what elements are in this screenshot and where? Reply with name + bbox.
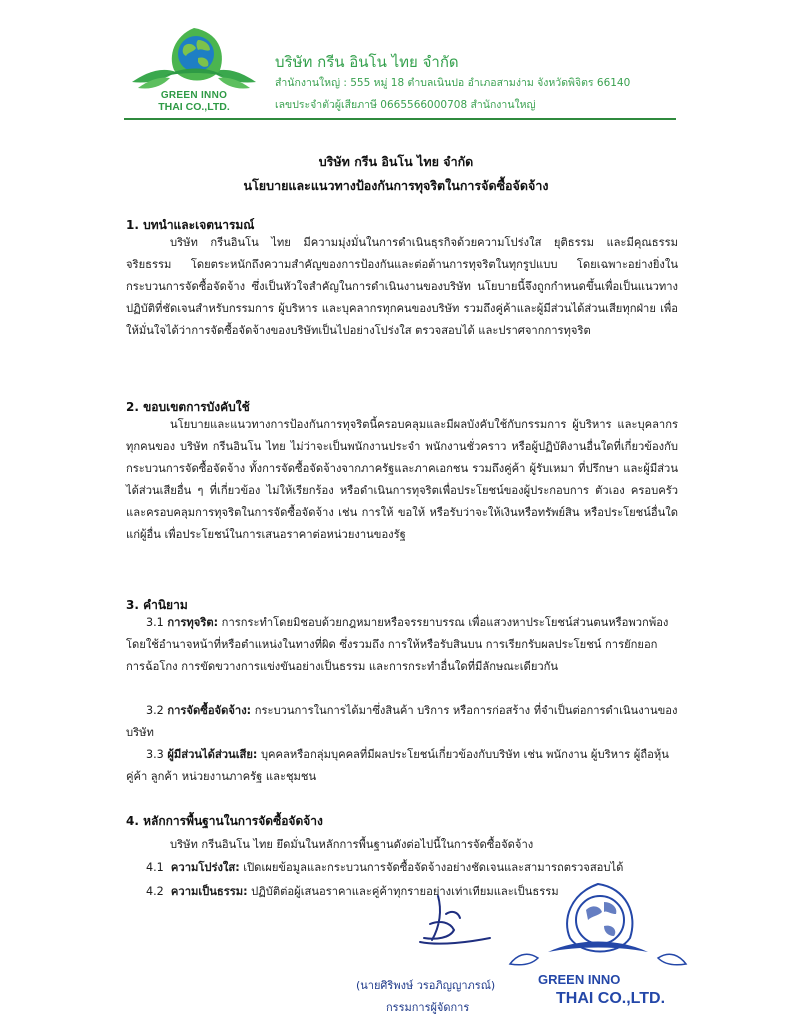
header-divider bbox=[124, 118, 676, 120]
section-1-heading: 1. บทนำและเจตนารมณ์ bbox=[126, 218, 255, 232]
globe-leaf-logo-icon bbox=[124, 26, 264, 92]
stamp-name-line1: GREEN INNO bbox=[538, 972, 621, 987]
definition-text: บุคคลหรือกลุ่มบุคคลที่มีผลประโยชน์เกี่ยวข้องกับบริษัท เช่น พนักงาน ผู้บริหาร ผู้ถือหุ้น คู่ค้า ลูกค้า หน่วยงานภาครัฐ และชุมชน bbox=[126, 748, 669, 783]
principle-number: 4.2 bbox=[146, 885, 164, 898]
section-2-body: นโยบายและแนวทางการป้องกันการทุจริตนี้ครอบคลุมและมีผลบังคับใช้กับกรรมการ ผู้บริหาร และบุคลากรทุกคนของ บริษัท กรีนอินโน ไทย ไม่ว่าจะเป็นพนักงานประจำ พนักงานชั่วคราว หรือผู้ปฏิบัติงานอื่นใดที่เกี่ยวข้องกับกระบวนการจัดซื้อจัดจ้าง ทั้งการจัดซื้อจัดจ้างจากภาครัฐและภาคเอกชน รวมถึงคู่ค้า ผู้รับเหมา ที่ปรึกษา และผู้มีส่วนได้ส่วนเสียอื่น ๆ ที่เกี่ยวข้อง ไม่ให้เรียกร้อง หรือดำเนินการทุจริตเพื่อประโยชน์ของผู้ประกอบการ ตัวเอง ครอบครัว และครอบคลุมการทุจริตในการจัดซื้อจัดจ้าง เช่น การให้ ขอให้ หรือรับว่าจะให้เงินหรือทรัพย์สิน หรือประโยชน์อื่นใดแก่ผู้อื่น เพื่อประโยชน์ในการเสนอราคาต่อหน่วยงานของรัฐ bbox=[126, 418, 678, 541]
definition-term: การจัดซื้อจัดจ้าง: bbox=[167, 704, 252, 717]
stamp-name-line2: THAI CO.,LTD. bbox=[556, 990, 666, 1007]
stamp-globe-icon bbox=[508, 880, 688, 976]
principle-text: ปฏิบัติต่อผู้เสนอราคาและคู่ค้าทุกรายอย่างเท่าเทียมและเป็นธรรม bbox=[247, 885, 559, 898]
definition-term: ผู้มีส่วนได้ส่วนเสีย: bbox=[167, 748, 258, 761]
signatory-name: (นายศิริพงษ์ วรอภิญญาภรณ์) bbox=[356, 979, 496, 992]
definition-stakeholder bbox=[126, 744, 678, 788]
definition-number: 3.2 bbox=[146, 704, 164, 717]
company-address: สำนักงานใหญ่ : 555 หมู่ 18 ตำบลเนินปอ อำเภอสามง่าม จังหวัดพิจิตร 66140 bbox=[275, 77, 631, 89]
definition-text: กระบวนการในการได้มาซึ่งสินค้า บริการ หรือการก่อสร้าง ที่จำเป็นต่อการดำเนินงานของบริษัท bbox=[126, 704, 678, 739]
section-4-heading: 4. หลักการพื้นฐานในการจัดซื้อจัดจ้าง bbox=[126, 814, 323, 828]
document-title: นโยบายและแนวทางป้องกันการทุจริตในการจัดซื้อจัดจ้าง bbox=[243, 178, 549, 193]
section-3-heading: 3. คำนิยาม bbox=[126, 598, 188, 612]
principle-transparency bbox=[146, 858, 623, 876]
principle-term: ความโปร่งใส: bbox=[170, 861, 240, 874]
definition-corruption bbox=[126, 612, 678, 678]
principle-text: เปิดเผยข้อมูลและกระบวนการจัดซื้อจัดจ้างอย่างชัดเจนและสามารถตรวจสอบได้ bbox=[239, 861, 624, 874]
logo-name-line1: GREEN INNO bbox=[160, 90, 228, 101]
signatory-position: กรรมการผู้จัดการ bbox=[386, 1001, 470, 1014]
section-1-body: บริษัท กรีนอินโน ไทย มีความมุ่งมั่นในการดำเนินธุรกิจด้วยความโปร่งใส ยุติธรรม และมีคุณธรรม จริยธรรม โดยตระหนักถึงความสำคัญของการป้องกันและต่อต้านการทุจริตในทุกรูปแบบ โดยเฉพาะอย่างยิ่งในกระบวนการจัดซื้อจัดจ้าง ซึ่งเป็นหัวใจสำคัญในการดำเนินงานของบริษัท นโยบายนี้จึงถูกกำหนดขึ้นเพื่อเป็นแนวทางปฏิบัติที่ชัดเจนสำหรับกรรมการ ผู้บริหาร และบุคลากรทุกคนของบริษัท รวมถึงคู่ค้าและผู้มีส่วนได้ส่วนเสียทุกฝ่าย เพื่อให้มั่นใจได้ว่าการจัดซื้อจัดจ้างของบริษัทเป็นไปอย่างโปร่งใส ตรวจสอบได้ และปราศจากการทุจริต bbox=[126, 236, 678, 337]
document-company-title: บริษัท กรีน อินโน ไทย จำกัด bbox=[318, 154, 474, 169]
company-logo bbox=[124, 26, 264, 113]
definition-text: การกระทำโดยมิชอบด้วยกฎหมายหรือจรรยาบรรณ เพื่อแสวงหาประโยชน์ส่วนตนหรือพวกพ้อง โดยใช้อำนาจหน้าที่หรือตำแหน่งในทางที่ผิด ซึ่งรวมถึง การให้หรือรับสินบน การเรียกรับผลประโยชน์ การยักยอก การฉ้อโกง การขัดขวางการแข่งขันอย่างเป็นธรรม และการกระทำอื่นใดที่มีลักษณะเดียวกัน bbox=[126, 616, 669, 673]
logo-name-line2: THAI CO.,LTD. bbox=[158, 101, 230, 113]
principle-number: 4.1 bbox=[146, 861, 164, 874]
definition-procurement bbox=[126, 700, 678, 744]
definition-number: 3.1 bbox=[146, 616, 164, 629]
company-name-thai: บริษัท กรีน อินโน ไทย จำกัด bbox=[275, 53, 459, 71]
definition-term: การทุจริต: bbox=[167, 616, 219, 629]
company-tax-id: เลขประจำตัวผู้เสียภาษี 0665566000708 สำนักงานใหญ่ bbox=[275, 99, 536, 111]
definition-number: 3.3 bbox=[146, 748, 164, 761]
section-4-intro: บริษัท กรีนอินโน ไทย ยึดมั่นในหลักการพื้นฐานดังต่อไปนี้ในการจัดซื้อจัดจ้าง bbox=[170, 838, 534, 851]
principle-term: ความเป็นธรรม: bbox=[170, 885, 248, 898]
section-2-heading: 2. ขอบเขตการบังคับใช้ bbox=[126, 400, 250, 414]
